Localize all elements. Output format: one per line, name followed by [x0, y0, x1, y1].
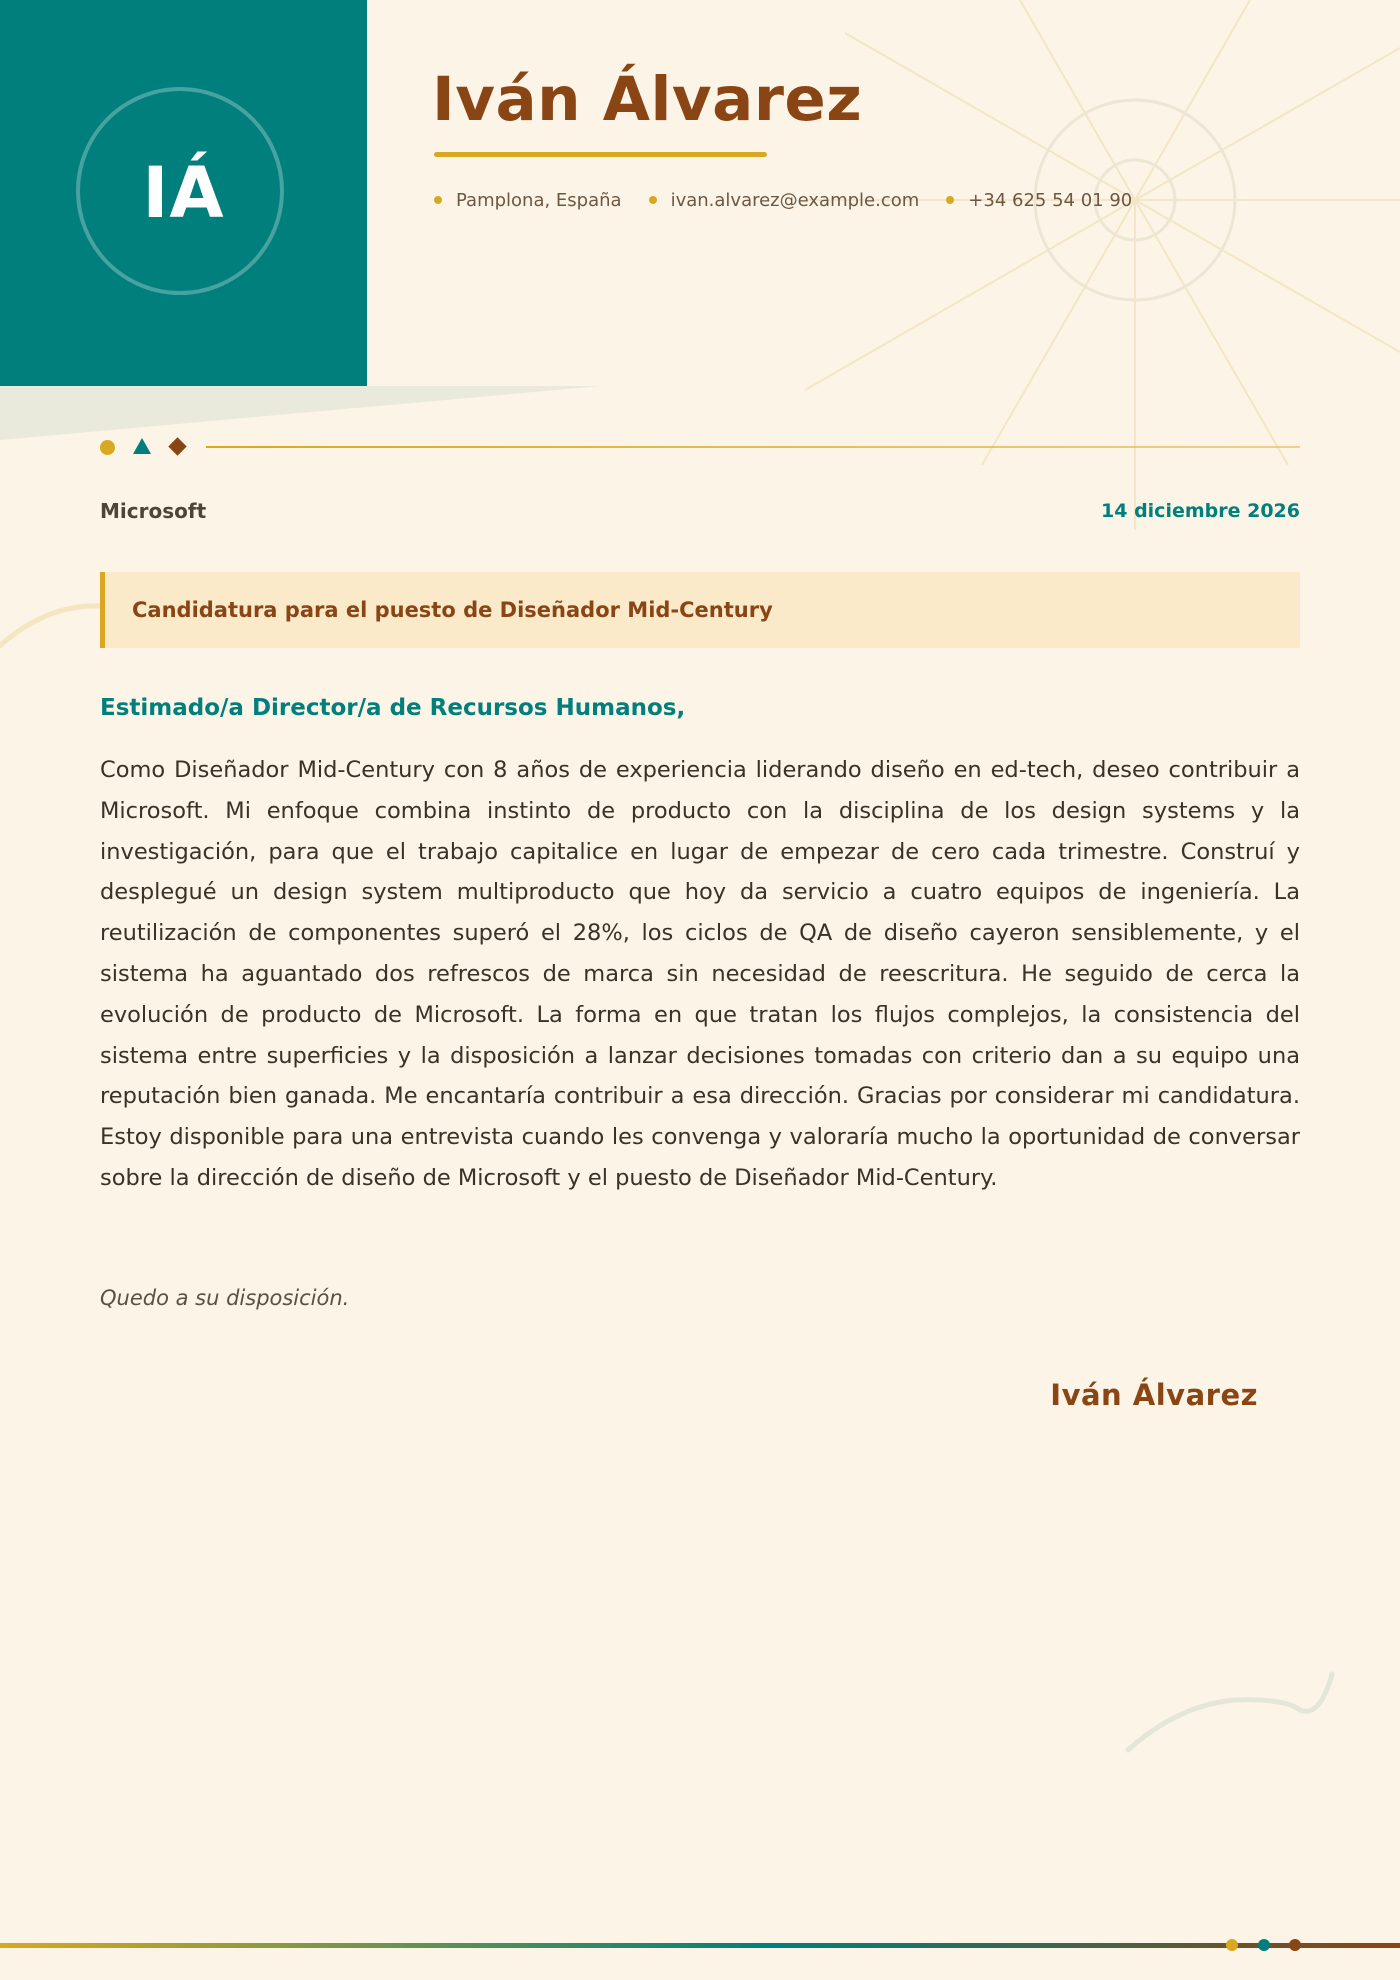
section-divider: [206, 446, 1300, 448]
letter-body: Como Diseñador Mid-Century con 8 años de experiencia liderando diseño en ed-tech, deseo contribuir a Microsoft. Mi enfoque combina instinto de producto con la disciplina de los design systems y la investigación, para que el trabajo capitalice en lugar de empezar de cero cada trimestre. Construí y desplegué un design system multiproducto que hoy da servicio a cuatro equipos de ingeniería. La reutilización de componentes superó el 28%, los ciclos de QA de diseño cayeron sensiblemente, y el sistema ha aguantado dos refrescos de marca sin necesidad de reescritura. He seguido de cerca la evolución de producto de Microsoft. La forma en que tratan los flujos complejos, la consistencia del sistema entre superficies y la disposición a lanzar decisiones tomadas con criterio dan a su equipo una reputación bien ganada. Me encantaría contribuir a esa dirección. Gracias por considerar mi candidatura. Estoy disponible para una entrevista cuando les convenga y valoraría mucho la oportunidad de conversar sobre la dirección de diseño de Microsoft y el puesto de Diseñador Mid-Century.: [100, 757, 1300, 1191]
circle-icon: [100, 440, 115, 455]
contact-info: [434, 186, 1159, 214]
dot-icon: [649, 196, 657, 204]
phone-text[interactable]: +34 625 54 01 90: [968, 189, 1133, 211]
dot-icon: [946, 196, 954, 204]
footer-dot-icon: [1258, 1939, 1270, 1951]
triangle-icon: [133, 438, 151, 454]
recipient-company: Microsoft: [100, 499, 207, 523]
subject-box: [100, 572, 1300, 648]
signature-name: Iván Álvarez: [1050, 1378, 1258, 1412]
closing-line: Quedo a su disposición.: [100, 1286, 350, 1310]
footer-dot-icon: [1226, 1939, 1238, 1951]
header-wedge-decoration: [0, 386, 600, 440]
applicant-name: Iván Álvarez: [432, 64, 863, 135]
salutation: Estimado/a Director/a de Recursos Humanos,: [100, 695, 686, 721]
starburst-decoration: [805, 0, 1400, 530]
dot-icon: [434, 196, 442, 204]
email-text[interactable]: ivan.alvarez@example.com: [670, 189, 920, 211]
location-text: Pamplona, España: [456, 189, 622, 211]
monogram-initials: IÁ: [142, 152, 225, 234]
contact-phone[interactable]: [946, 190, 1132, 211]
name-underline: [434, 152, 767, 157]
footer-gradient-bar: [0, 1943, 1400, 1948]
contact-location: [434, 190, 622, 211]
contact-email[interactable]: [649, 190, 920, 211]
footer-dot-icon: [1289, 1939, 1301, 1951]
subject-line: Candidatura para el puesto de Diseñador Mid-Century: [132, 598, 773, 622]
letter-date: 14 diciembre 2026: [1101, 500, 1300, 522]
wave-decoration: [1128, 1674, 1332, 1750]
monogram-block: [0, 0, 367, 386]
